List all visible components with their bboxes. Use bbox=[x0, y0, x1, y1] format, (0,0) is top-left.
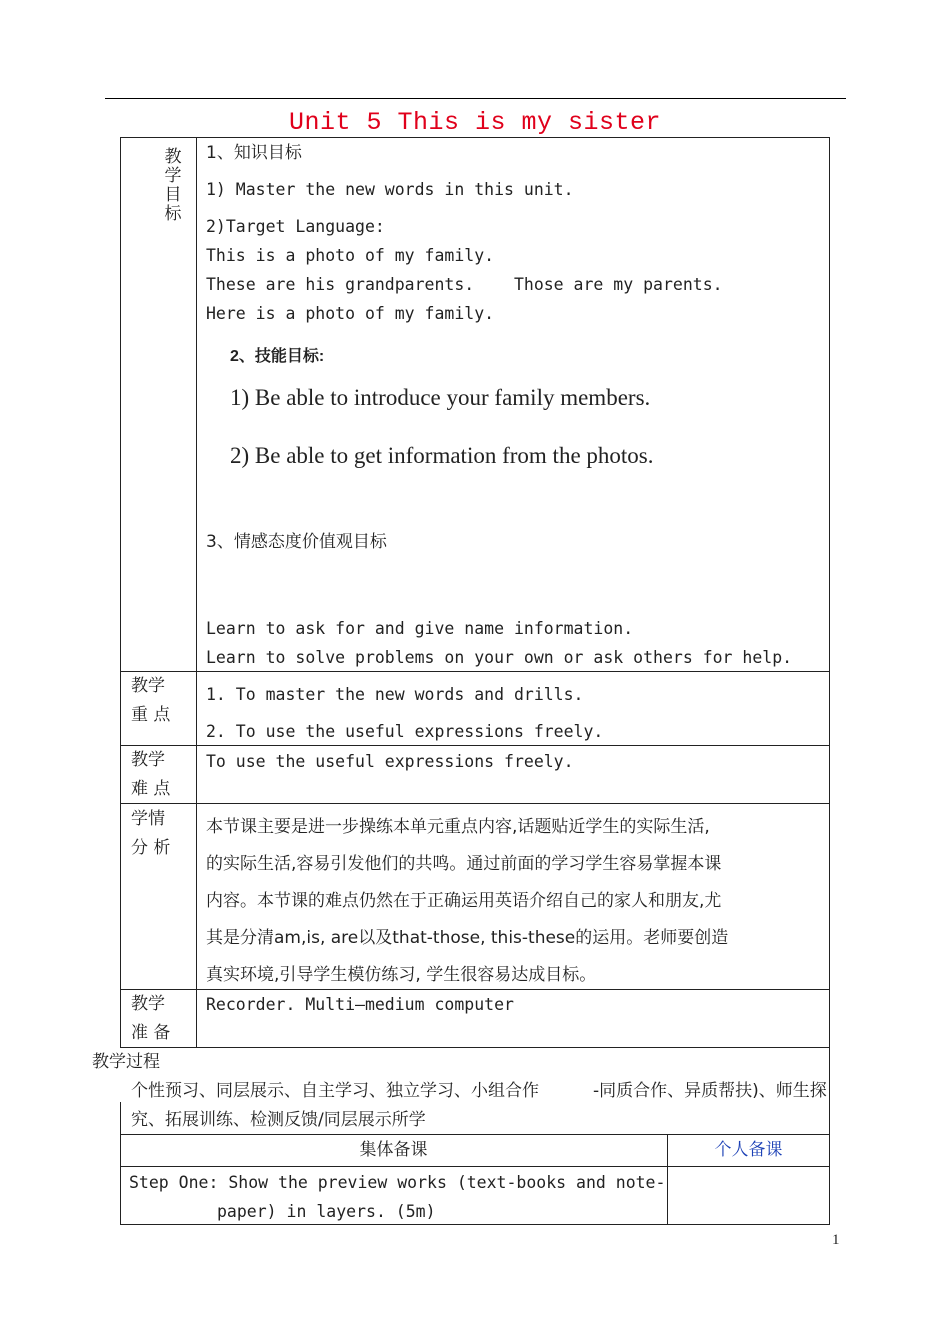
difficulties-label-top: 教学 bbox=[131, 750, 165, 770]
preparation-label-top: 教学 bbox=[131, 994, 165, 1014]
target-language-heading: 2)Target Language: bbox=[206, 217, 385, 236]
table-left-lower-border bbox=[120, 1102, 121, 1225]
analysis-label-bottom: 分 析 bbox=[131, 838, 171, 858]
process-label: 教学过程 bbox=[92, 1052, 160, 1072]
table-bottom-rule bbox=[120, 1224, 830, 1225]
key-point-item: 2. To use the useful expressions freely. bbox=[206, 722, 604, 741]
emotion-line: Learn to solve problems on your own or ask others for help. bbox=[206, 648, 793, 667]
preparation-label-bottom: 准 备 bbox=[131, 1023, 171, 1043]
col-personal-header: 个人备课 bbox=[714, 1140, 783, 1160]
process-mode-line: 究、拓展训练、检测反馈/同层展示所学 bbox=[131, 1110, 426, 1130]
analysis-line: 其是分清am,is, are以及that-those, this-these的运用。老师要创造 bbox=[206, 928, 729, 948]
emotion-line: Learn to ask for and give name information. bbox=[206, 619, 634, 638]
difficulties-text: To use the useful expressions freely. bbox=[206, 752, 574, 771]
top-rule bbox=[105, 98, 846, 99]
step-one-line: paper) in layers. (5m) bbox=[217, 1202, 436, 1221]
process-mode-line: 个性预习、同层展示、自主学习、独立学习、小组合作 -同质合作、异质帮扶)、师生探 bbox=[131, 1081, 827, 1101]
knowledge-heading: 1、知识目标 bbox=[206, 143, 302, 163]
table-upper-border bbox=[120, 137, 830, 1048]
step-one-line: Step One: Show the preview works (text-books and note- bbox=[129, 1173, 666, 1192]
page-title: Unit 5 This is my sister bbox=[288, 108, 662, 137]
analysis-line: 本节课主要是进一步操练本单元重点内容,话题贴近学生的实际生活, bbox=[206, 817, 710, 837]
table-right-lower-border bbox=[829, 1047, 830, 1225]
skill-heading: 2、技能目标: bbox=[230, 348, 325, 365]
row-rule-objectives bbox=[120, 671, 830, 672]
emotion-heading: 3、情感态度价值观目标 bbox=[206, 532, 387, 552]
target-line: Here is a photo of my family. bbox=[206, 304, 495, 323]
difficulties-label-bottom: 难 点 bbox=[131, 779, 171, 799]
label-col-divider bbox=[196, 137, 197, 1048]
row-rule-difficulties bbox=[120, 803, 830, 804]
key-points-label-top: 教学 bbox=[131, 676, 165, 696]
row-rule-keypoints bbox=[120, 745, 830, 746]
analysis-line: 的实际生活,容易引发他们的共鸣。通过前面的学习学生容易掌握本课 bbox=[206, 854, 722, 874]
preparation-text: Recorder. Multi—medium computer bbox=[206, 995, 514, 1014]
objectives-label: 教 学 目 标 bbox=[164, 147, 182, 224]
target-line: These are his grandparents. Those are my parents. bbox=[206, 275, 723, 294]
table-step-rule bbox=[120, 1166, 830, 1167]
key-point-item: 1. To master the new words and drills. bbox=[206, 685, 584, 704]
skill-item: 2) Be able to get information from the photos. bbox=[230, 443, 654, 468]
analysis-line: 内容。本节课的难点仍然在于正确运用英语介绍自己的家人和朋友,尤 bbox=[206, 891, 722, 911]
analysis-label-top: 学情 bbox=[131, 809, 165, 829]
target-line: This is a photo of my family. bbox=[206, 246, 495, 265]
col-collective-header: 集体备课 bbox=[359, 1140, 428, 1160]
knowledge-item: 1) Master the new words in this unit. bbox=[206, 180, 574, 199]
skill-item: 1) Be able to introduce your family members. bbox=[230, 385, 651, 410]
row-rule-analysis bbox=[120, 989, 830, 990]
key-points-label-bottom: 重 点 bbox=[131, 705, 171, 725]
page-number: 1 bbox=[832, 1232, 840, 1248]
table-header-rule bbox=[120, 1134, 830, 1135]
analysis-line: 真实环境,引导学生模仿练习, 学生很容易达成目标。 bbox=[206, 965, 597, 985]
table-process-top-rule bbox=[120, 1047, 830, 1048]
